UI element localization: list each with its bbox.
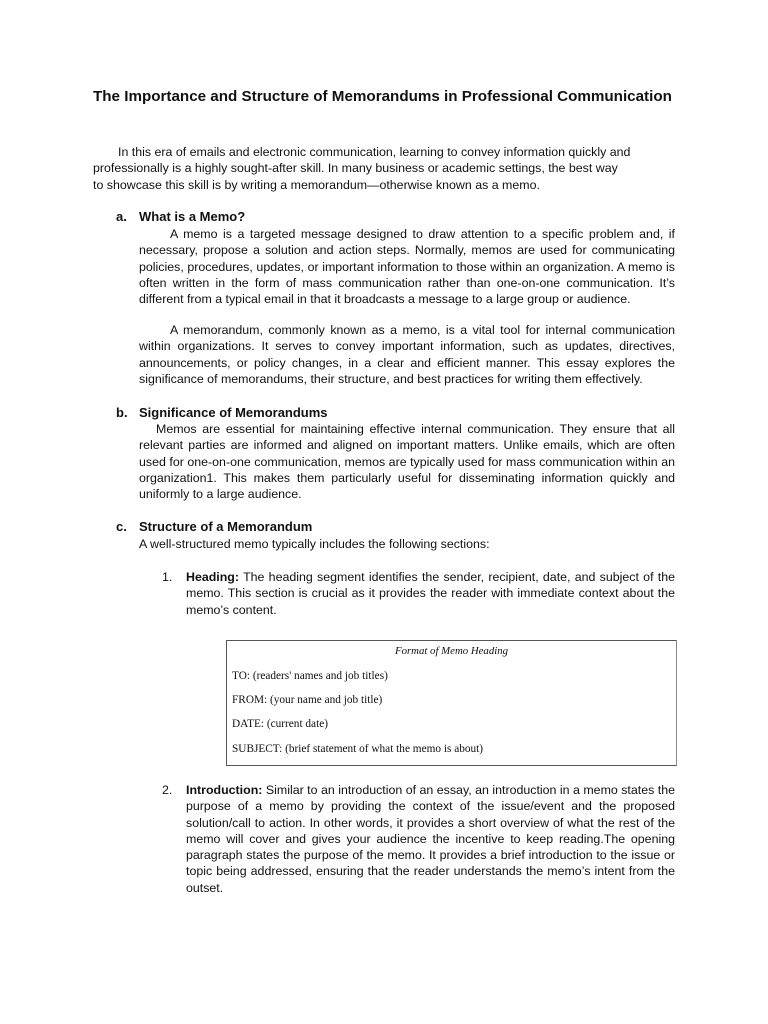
memo-row-date: DATE: (current date) bbox=[232, 718, 328, 730]
section-heading-what-is-memo bbox=[116, 209, 245, 225]
list-item-introduction bbox=[186, 782, 675, 896]
intro-line: professionally is a highly sought-after skill. In many business or academic settings, the best way bbox=[93, 161, 618, 176]
memo-row-from: FROM: (your name and job title) bbox=[232, 694, 383, 706]
section-label: b. bbox=[116, 405, 128, 420]
intro-line: to showcase this skill is by writing a memorandum—otherwise known as a memo. bbox=[93, 177, 540, 192]
section-b-paragraph: Memos are essential for maintaining effective internal communication. They ensure that all relevant parties are informed and aligned on important matters. Unlike emails, which are often used for one-on-one communication, memos are typically used for mass communication within an organization1. This makes them particularly useful for disseminating information quickly and uniformly to a large audience. bbox=[139, 422, 675, 502]
section-heading-significance bbox=[116, 405, 328, 421]
list-item-body: The heading segment identifies the sender, recipient, date, and subject of the memo. This section is crucial as it provides the reader with immediate context about the memo’s content. bbox=[186, 570, 675, 617]
section-title: Significance of Memorandums bbox=[139, 405, 328, 420]
intro-paragraph bbox=[93, 144, 675, 193]
section-heading-structure bbox=[116, 519, 312, 535]
section-a-paragraph-1: A memo is a targeted message designed to draw attention to a specific problem and, if necessary, propose a solution and action steps. Normally, memos are used for communicating policies, procedures, updates, or important information to those within an organization. A memo is often written in the form of mass communication rather than one-on-one communication. It’s different from a typical email in that it broadcasts a message to a large group or audience. bbox=[139, 227, 675, 307]
section-title: What is a Memo? bbox=[139, 209, 246, 224]
section-label: a. bbox=[116, 209, 127, 224]
figure-caption: Format of Memo Heading bbox=[394, 645, 509, 657]
list-item-heading bbox=[186, 569, 675, 618]
section-title: Structure of a Memorandum bbox=[139, 519, 313, 534]
document-title: The Importance and Structure of Memorandums in Professional Communication bbox=[93, 88, 672, 105]
intro-line: In this era of emails and electronic communication, learning to convey information quickly and bbox=[118, 145, 631, 159]
list-item-term: Introduction: bbox=[186, 783, 263, 797]
section-c-lead: A well-structured memo typically includes the following sections: bbox=[139, 537, 490, 551]
memo-row-subject: SUBJECT: (brief statement of what the memo is about) bbox=[232, 743, 484, 755]
list-item-number: 2. bbox=[162, 783, 173, 797]
section-label: c. bbox=[116, 519, 127, 534]
list-item-term: Heading: bbox=[186, 570, 240, 584]
list-item-number: 1. bbox=[162, 570, 173, 584]
list-item-body: Similar to an introduction of an essay, an introduction in a memo states the purpose of a memo by providing the context of the issue/event and the proposed solution/call to action. In other words, it provides a short overview of what the rest of the memo will cover and gives your audience the incentive to keep reading.The opening paragraph states the purpose of the memo. It provides a brief introduction to the issue or topic being addressed, ensuring that the reader understands the memo’s intent from the outset. bbox=[186, 783, 675, 895]
section-a-paragraph-2: A memorandum, commonly known as a memo, is a vital tool for internal communication within organizations. It serves to convey important information, such as updates, directives, announcements, or policy changes, in a clear and efficient manner. This essay explores the significance of memorandums, their structure, and best practices for writing them effectively. bbox=[139, 323, 675, 386]
memo-row-to: TO: (readers' names and job titles) bbox=[232, 670, 388, 682]
memo-heading-figure bbox=[226, 640, 677, 766]
